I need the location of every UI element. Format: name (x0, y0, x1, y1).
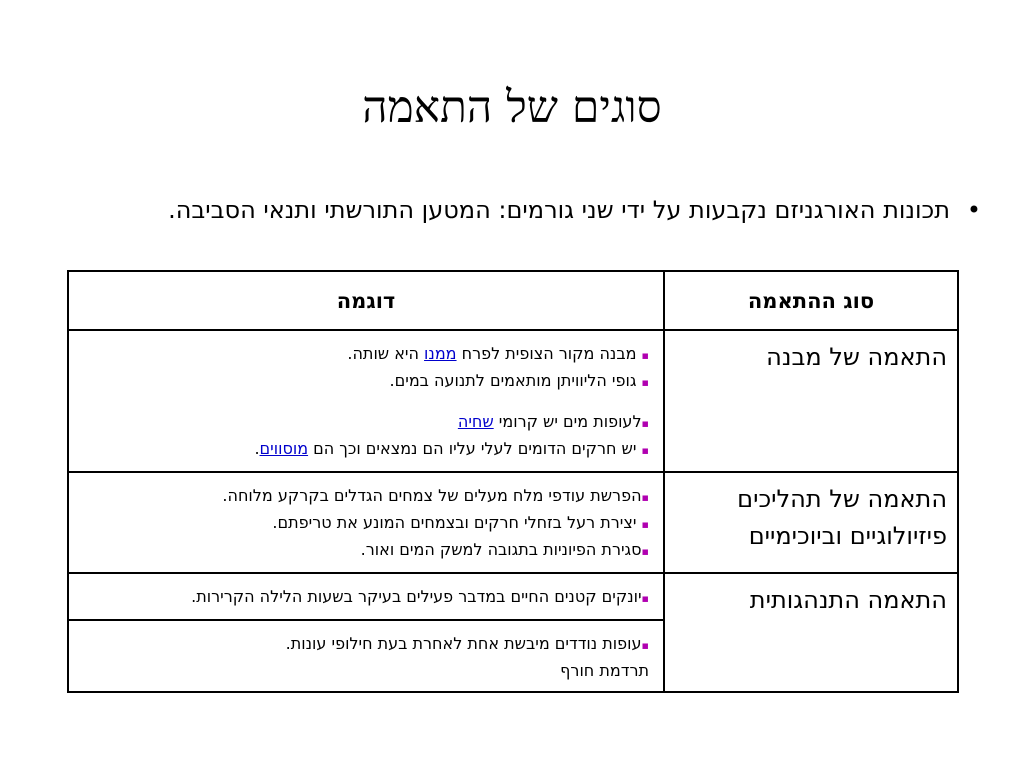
intro-bullet-text: תכונות האורגניזם נקבעות על ידי שני גורמים: המטען התורשתי ותנאי הסביבה. (168, 196, 950, 224)
table-row (68, 330, 958, 472)
list-item: ▪ גופי הליוויתן מותאמים לתנועה במים. (389, 371, 649, 390)
examples-physiological (68, 472, 664, 573)
table-row (68, 573, 958, 620)
header-adaptation-type: סוג ההתאמה (664, 271, 958, 330)
type-behavioral: התאמה התנהגותית (664, 573, 958, 692)
item-marker: ▪ (641, 639, 649, 652)
list-item: ▪עופות נודדים מיבשת אחת לאחרת בעת חילופי עונות. (285, 634, 649, 653)
item-marker: ▪ (641, 444, 649, 457)
link-swimming[interactable]: שחיה (457, 412, 494, 431)
list-item: ▪הפרשת עודפי מלח מעלים של צמחים הגדלים בקרקע מלוחה. (222, 486, 649, 505)
list-item: ▪ מבנה מקור הצופית לפרח ממנו היא שותה. (347, 344, 649, 363)
table-row (68, 472, 958, 573)
header-example: דוגמה (68, 271, 664, 330)
bullet-marker: • (966, 196, 981, 224)
item-marker: ▪ (641, 417, 649, 430)
type-physiological: התאמה של תהליכים פיזיולוגיים וביוכימיים (664, 472, 958, 573)
item-marker: ▪ (641, 349, 649, 362)
intro-bullet (50, 192, 981, 229)
list-item: ▪לעופות מים יש קרומי שחיה (457, 412, 649, 431)
list-item: תרדמת חורף (560, 661, 649, 680)
link-mimenu[interactable]: ממנו (424, 344, 457, 363)
list-item: ▪ יש חרקים הדומים לעלי עליו הם נמצאים וכך הם מוסווים. (254, 439, 649, 458)
table-header-row (68, 271, 958, 330)
item-marker: ▪ (641, 491, 649, 504)
type-structural: התאמה של מבנה (664, 330, 958, 472)
link-camouflaged[interactable]: מוסווים (259, 439, 309, 458)
item-marker: ▪ (641, 545, 649, 558)
slide-title: סוגים של התאמה (362, 82, 662, 133)
item-marker: ▪ (641, 376, 649, 389)
list-item: ▪סגירת הפיוניות בתגובה למשק המים ואור. (360, 540, 649, 559)
list-item: ▪ יצירת רעל בזחלי חרקים ובצמחים המונע את טריפתם. (272, 513, 649, 532)
item-marker: ▪ (641, 592, 649, 605)
examples-behavioral-1 (68, 573, 664, 620)
list-item: ▪יונקים קטנים החיים במדבר פעילים בעיקר בשעות הלילה הקרירות. (191, 587, 649, 606)
item-marker: ▪ (641, 518, 649, 531)
examples-structural (68, 330, 664, 472)
adaptation-types-table (67, 270, 959, 693)
examples-behavioral-2 (68, 620, 664, 692)
